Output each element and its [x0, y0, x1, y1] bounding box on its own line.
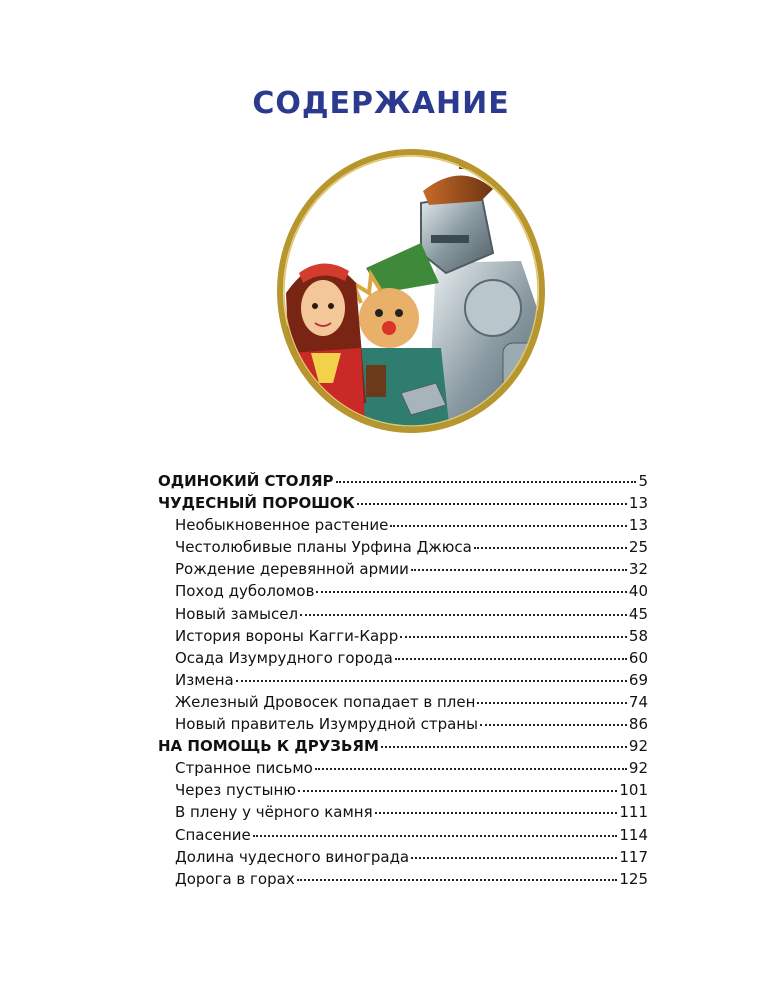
toc-section-entry[interactable] — [158, 691, 648, 713]
toc-page-number: 101 — [619, 781, 648, 800]
toc-page-number: 117 — [619, 847, 648, 866]
toc-section-entry[interactable] — [158, 603, 648, 625]
toc-entry-title: Дорога в горах — [175, 869, 295, 888]
toc-section-entry[interactable] — [158, 757, 648, 779]
toc-dot-leader — [395, 658, 627, 660]
toc-section-entry[interactable] — [158, 580, 648, 602]
toc-dot-leader — [300, 614, 627, 616]
page-title: СОДЕРЖАНИЕ — [252, 86, 510, 121]
toc-entry-title: Через пустыню — [175, 781, 296, 800]
toc-page-number: 32 — [628, 560, 648, 579]
toc-dot-leader — [236, 680, 627, 682]
toc-page-number: 13 — [628, 516, 648, 535]
toc-entry-title: ЧУДЕСНЫЙ ПОРОШОК — [158, 494, 355, 513]
toc-entry-title: Долина чудесного винограда — [175, 847, 410, 866]
toc-section-entry[interactable] — [158, 824, 648, 846]
toc-page-number: 74 — [628, 692, 648, 711]
toc-dot-leader — [298, 790, 617, 792]
toc-section-entry[interactable] — [158, 669, 648, 691]
toc-chapter-entry[interactable] — [158, 735, 648, 757]
toc-section-entry[interactable] — [158, 713, 648, 735]
toc-entry-title: НА ПОМОЩЬ К ДРУЗЬЯМ — [158, 737, 379, 756]
toc-entry-title: Необыкновенное растение — [175, 516, 389, 535]
toc-dot-leader — [474, 547, 627, 549]
toc-dot-leader — [253, 835, 618, 837]
characters-medallion-icon — [271, 143, 551, 439]
toc-entry-title: Рождение деревянной армии — [175, 560, 409, 579]
toc-page-number: 92 — [628, 737, 648, 756]
toc-page-number: 114 — [619, 825, 648, 844]
toc-chapter-entry[interactable] — [158, 470, 648, 492]
toc-dot-leader — [400, 636, 627, 638]
toc-page-number: 45 — [628, 604, 648, 623]
toc-page-number: 86 — [628, 715, 648, 734]
toc-page-number: 60 — [628, 648, 648, 667]
toc-dot-leader — [390, 525, 627, 527]
toc-page-number: 13 — [628, 494, 648, 513]
toc-dot-leader — [297, 879, 618, 881]
toc-entry-title: Спасение — [175, 825, 251, 844]
toc-entry-title: Железный Дровосек попадает в плен — [175, 692, 476, 711]
toc-entry-title: Новый замысел — [175, 604, 299, 623]
toc-entry-title: Новый правитель Изумрудной страны — [175, 715, 478, 734]
toc-dot-leader — [480, 724, 627, 726]
toc-entry-title: Странное письмо — [175, 759, 313, 778]
toc-dot-leader — [381, 746, 627, 748]
toc-section-entry[interactable] — [158, 801, 648, 823]
toc-page-number: 40 — [628, 582, 648, 601]
toc-page-number: 58 — [628, 626, 648, 645]
toc-entry-title: История вороны Кагги-Карр — [175, 626, 399, 645]
toc-entry-title: ОДИНОКИЙ СТОЛЯР — [158, 472, 334, 490]
toc-chapter-entry[interactable] — [158, 492, 648, 514]
toc-page-number: 125 — [619, 869, 648, 888]
table-of-contents — [158, 470, 648, 890]
toc-page-number: 92 — [628, 759, 648, 778]
toc-dot-leader — [411, 569, 627, 571]
toc-dot-leader — [357, 503, 627, 505]
toc-section-entry[interactable] — [158, 514, 648, 536]
toc-entry-title: Осада Изумрудного города — [175, 648, 393, 667]
toc-dot-leader — [477, 702, 627, 704]
toc-entry-title: В плену у чёрного камня — [175, 803, 373, 822]
toc-dot-leader — [375, 812, 618, 814]
toc-page-number: 5 — [638, 472, 648, 490]
toc-entry-title: Поход дуболомов — [175, 582, 315, 601]
toc-dot-leader — [411, 857, 617, 859]
toc-section-entry[interactable] — [158, 536, 648, 558]
toc-page-number: 111 — [619, 803, 648, 822]
toc-dot-leader — [316, 591, 626, 593]
toc-page-number: 25 — [628, 538, 648, 557]
toc-section-entry[interactable] — [158, 846, 648, 868]
toc-entry-title: Измена — [175, 670, 234, 689]
toc-section-entry[interactable] — [158, 779, 648, 801]
toc-dot-leader — [315, 768, 627, 770]
toc-page-number: 69 — [628, 670, 648, 689]
toc-section-entry[interactable] — [158, 558, 648, 580]
toc-section-entry[interactable] — [158, 625, 648, 647]
toc-section-entry[interactable] — [158, 868, 648, 890]
toc-dot-leader — [336, 481, 636, 483]
toc-entry-title: Честолюбивые планы Урфина Джюса — [175, 538, 472, 557]
toc-section-entry[interactable] — [158, 647, 648, 669]
